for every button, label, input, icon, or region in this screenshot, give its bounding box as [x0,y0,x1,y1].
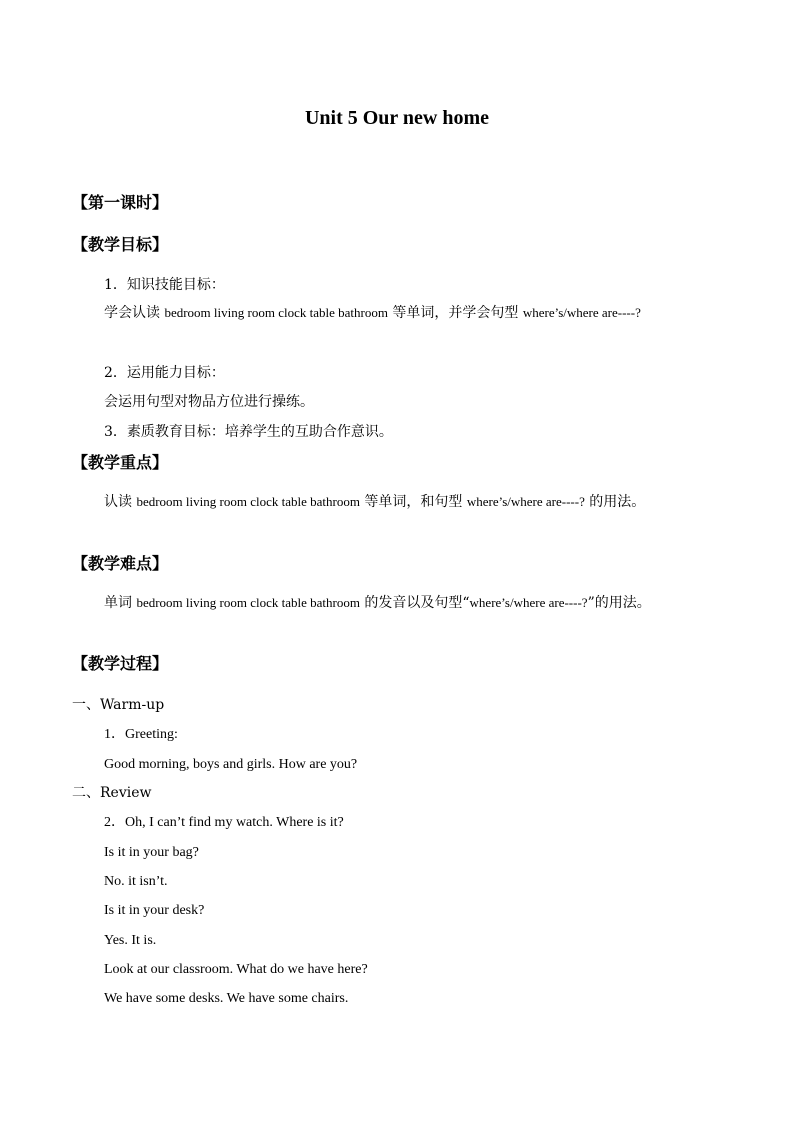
key-points-text-a: 认读 [104,494,137,510]
greeting-label: 1．Greeting: [104,727,178,742]
review-line: Look at our classroom. What do we have here? [104,962,368,977]
difficulties-text-b: 的发音以及句型“ [359,595,470,611]
heading-key-points: 【教学重点】 [72,453,169,472]
objective-2-label: 2．运用能力目标： [104,365,225,381]
review-line: 2．Oh, I can’t find my watch. Where is it? [104,815,344,830]
objective-1-words: bedroom living room clock table bathroom [164,305,388,320]
review-line: We have some desks. We have some chairs. [104,991,349,1006]
document-title: Unit 5 Our new home [304,107,490,129]
review-line: No. it isn’t. [104,874,168,889]
objective-1-label: 1．知识技能目标： [104,277,225,293]
difficulties-paragraph [72,588,722,618]
review-line: Is it in your desk? [104,903,205,918]
key-points-words: bedroom living room clock table bathroom [136,494,360,509]
objective-3-text: 3．素质教育目标：培养学生的互助合作意识。 [104,424,393,440]
heading-lesson: 【第一课时】 [72,193,169,212]
process-section-review: 二、Review [72,785,152,801]
difficulties-pattern: where’s/where are----? [469,595,588,610]
difficulties-words: bedroom living room clock table bathroom [136,595,360,610]
key-points-text-b: 等单词，和句型 [359,494,467,510]
objective-1-text-a: 学会认读 [104,305,165,321]
key-points-pattern: where’s/where are----? [466,494,585,509]
key-points-text-c: 的用法。 [584,494,646,510]
process-section-warmup: 一、Warm-up [72,697,165,713]
key-points-paragraph [72,487,722,517]
review-line: Yes. It is. [104,933,157,948]
objective-2-text: 会运用句型对物品方位进行操练。 [104,394,314,410]
heading-process: 【教学过程】 [72,654,169,673]
difficulties-text-a: 单词 [104,595,137,611]
objective-1-paragraph [72,298,722,328]
objective-1-pattern: where’s/where are----? [522,305,641,320]
objective-1-text-b: 等单词，并学会句型 [387,305,523,321]
review-line: Is it in your bag? [104,845,199,860]
difficulties-text-c: ”的用法。 [587,595,651,611]
heading-difficulties: 【教学难点】 [72,554,169,573]
heading-objectives: 【教学目标】 [72,235,169,254]
greeting-line: Good morning, boys and girls. How are you? [104,757,358,772]
